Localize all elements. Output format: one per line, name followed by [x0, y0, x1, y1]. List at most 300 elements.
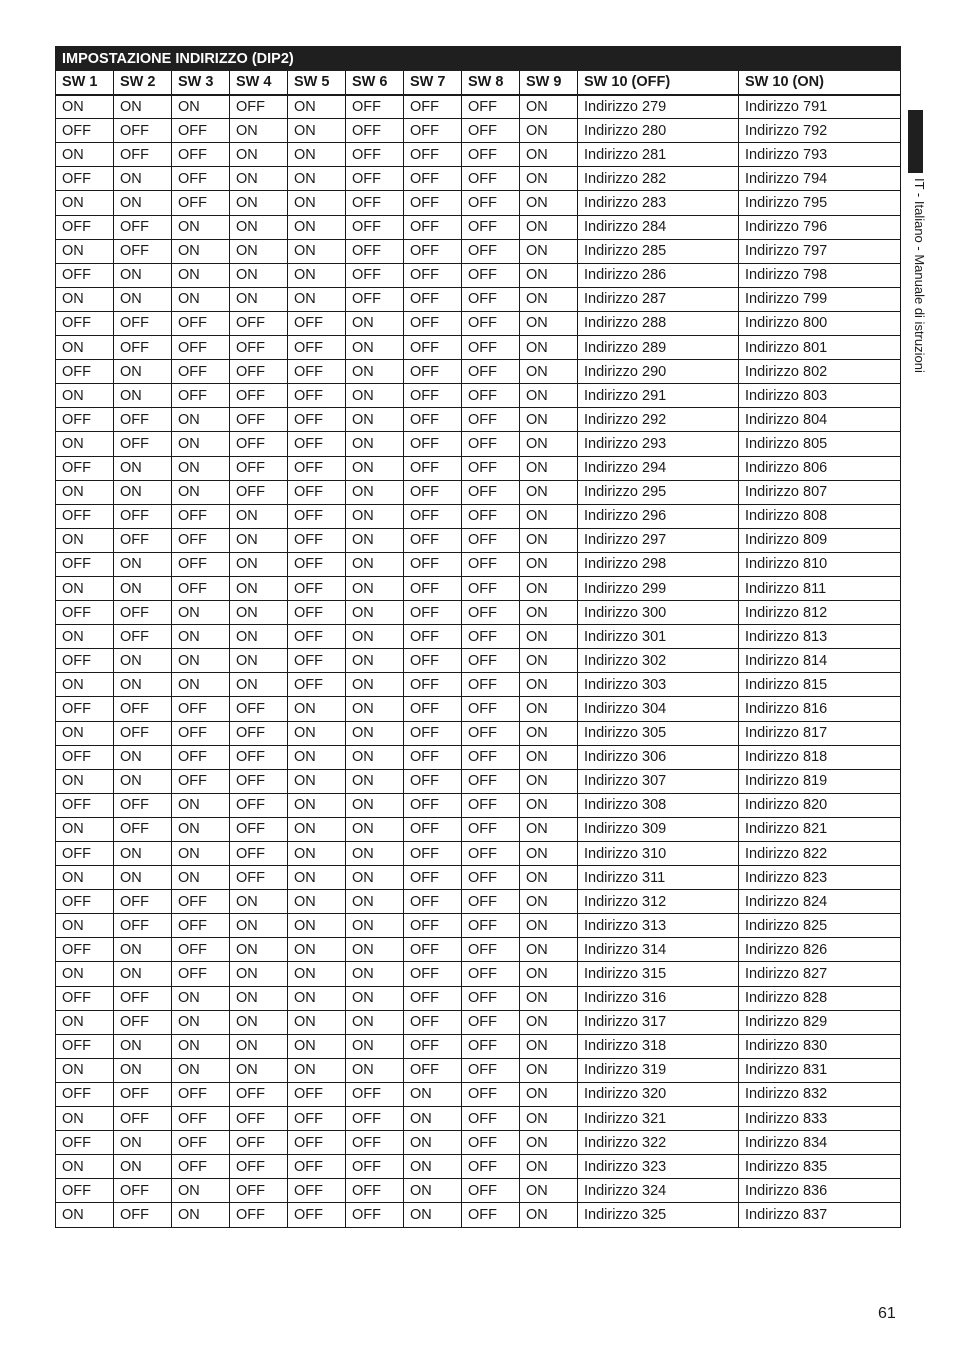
switch-state-cell: ON	[172, 1203, 230, 1227]
switch-state-cell: OFF	[462, 311, 520, 335]
switch-state-cell: OFF	[114, 408, 172, 432]
switch-state-cell: OFF	[288, 408, 346, 432]
switch-state-cell: ON	[520, 552, 578, 576]
address-cell: Indirizzo 803	[739, 384, 901, 408]
switch-state-cell: OFF	[346, 215, 404, 239]
switch-state-cell: ON	[520, 1082, 578, 1106]
switch-state-cell: ON	[520, 890, 578, 914]
switch-state-cell: OFF	[114, 914, 172, 938]
table-row	[56, 1155, 901, 1179]
address-cell: Indirizzo 305	[578, 721, 739, 745]
switch-state-cell: OFF	[404, 938, 462, 962]
switch-state-cell: OFF	[56, 263, 114, 287]
switch-state-cell: ON	[520, 119, 578, 143]
address-cell: Indirizzo 287	[578, 287, 739, 311]
address-cell: Indirizzo 300	[578, 601, 739, 625]
address-cell: Indirizzo 292	[578, 408, 739, 432]
switch-state-cell: ON	[346, 769, 404, 793]
switch-state-cell: ON	[172, 866, 230, 890]
table-row	[56, 1131, 901, 1155]
table-row	[56, 408, 901, 432]
switch-state-cell: ON	[230, 962, 288, 986]
switch-state-cell: ON	[288, 842, 346, 866]
switch-state-cell: ON	[288, 890, 346, 914]
address-cell: Indirizzo 314	[578, 938, 739, 962]
switch-state-cell: OFF	[462, 191, 520, 215]
switch-state-cell: OFF	[404, 745, 462, 769]
switch-state-cell: OFF	[462, 745, 520, 769]
switch-state-cell: OFF	[56, 986, 114, 1010]
switch-state-cell: OFF	[462, 552, 520, 576]
switch-state-cell: ON	[346, 914, 404, 938]
switch-state-cell: ON	[230, 504, 288, 528]
switch-state-cell: OFF	[172, 384, 230, 408]
switch-state-cell: OFF	[462, 721, 520, 745]
switch-state-cell: ON	[520, 239, 578, 263]
switch-state-cell: OFF	[346, 143, 404, 167]
switch-state-cell: ON	[114, 866, 172, 890]
switch-state-cell: OFF	[56, 215, 114, 239]
switch-state-cell: ON	[114, 263, 172, 287]
switch-state-cell: OFF	[230, 311, 288, 335]
switch-state-cell: OFF	[288, 552, 346, 576]
switch-state-cell: ON	[346, 649, 404, 673]
switch-state-cell: OFF	[288, 576, 346, 600]
table-row	[56, 287, 901, 311]
switch-state-cell: OFF	[172, 119, 230, 143]
switch-state-cell: ON	[520, 1107, 578, 1131]
address-cell: Indirizzo 323	[578, 1155, 739, 1179]
switch-state-cell: ON	[172, 986, 230, 1010]
switch-state-cell: OFF	[172, 504, 230, 528]
table-row	[56, 528, 901, 552]
address-cell: Indirizzo 798	[739, 263, 901, 287]
switch-state-cell: OFF	[404, 866, 462, 890]
switch-state-cell: OFF	[114, 721, 172, 745]
address-cell: Indirizzo 833	[739, 1107, 901, 1131]
switch-state-cell: ON	[114, 745, 172, 769]
switch-state-cell: ON	[172, 480, 230, 504]
switch-state-cell: ON	[114, 384, 172, 408]
switch-state-cell: OFF	[462, 167, 520, 191]
address-cell: Indirizzo 293	[578, 432, 739, 456]
address-cell: Indirizzo 835	[739, 1155, 901, 1179]
table-row	[56, 239, 901, 263]
switch-state-cell: OFF	[462, 287, 520, 311]
switch-state-cell: OFF	[346, 95, 404, 119]
address-cell: Indirizzo 280	[578, 119, 739, 143]
switch-state-cell: OFF	[404, 191, 462, 215]
switch-state-cell: OFF	[462, 1010, 520, 1034]
switch-state-cell: ON	[114, 769, 172, 793]
switch-state-cell: OFF	[462, 649, 520, 673]
switch-state-cell: ON	[56, 962, 114, 986]
switch-state-cell: OFF	[404, 504, 462, 528]
switch-state-cell: OFF	[346, 263, 404, 287]
switch-state-cell: ON	[56, 625, 114, 649]
switch-state-cell: OFF	[404, 673, 462, 697]
switch-state-cell: OFF	[114, 336, 172, 360]
switch-state-cell: OFF	[172, 1082, 230, 1106]
switch-state-cell: OFF	[56, 938, 114, 962]
address-cell: Indirizzo 322	[578, 1131, 739, 1155]
column-header: SW 6	[346, 71, 404, 95]
switch-state-cell: OFF	[230, 842, 288, 866]
address-cell: Indirizzo 319	[578, 1058, 739, 1082]
switch-state-cell: OFF	[288, 456, 346, 480]
address-cell: Indirizzo 807	[739, 480, 901, 504]
table-row	[56, 552, 901, 576]
switch-state-cell: ON	[404, 1131, 462, 1155]
address-cell: Indirizzo 825	[739, 914, 901, 938]
switch-state-cell: OFF	[56, 793, 114, 817]
switch-state-cell: OFF	[404, 986, 462, 1010]
address-cell: Indirizzo 320	[578, 1082, 739, 1106]
switch-state-cell: OFF	[56, 697, 114, 721]
switch-state-cell: OFF	[462, 95, 520, 119]
switch-state-cell: ON	[520, 191, 578, 215]
switch-state-cell: OFF	[172, 962, 230, 986]
switch-state-cell: OFF	[230, 817, 288, 841]
switch-state-cell: ON	[56, 866, 114, 890]
table-row	[56, 793, 901, 817]
address-cell: Indirizzo 792	[739, 119, 901, 143]
switch-state-cell: OFF	[462, 625, 520, 649]
switch-state-cell: OFF	[462, 263, 520, 287]
switch-state-cell: OFF	[230, 1155, 288, 1179]
switch-state-cell: OFF	[462, 239, 520, 263]
switch-state-cell: ON	[114, 842, 172, 866]
address-cell: Indirizzo 822	[739, 842, 901, 866]
address-cell: Indirizzo 794	[739, 167, 901, 191]
address-cell: Indirizzo 303	[578, 673, 739, 697]
switch-state-cell: OFF	[172, 769, 230, 793]
switch-state-cell: ON	[288, 95, 346, 119]
switch-state-cell: OFF	[404, 263, 462, 287]
address-cell: Indirizzo 796	[739, 215, 901, 239]
switch-state-cell: OFF	[56, 649, 114, 673]
switch-state-cell: OFF	[462, 842, 520, 866]
column-header: SW 7	[404, 71, 462, 95]
switch-state-cell: OFF	[462, 962, 520, 986]
switch-state-cell: ON	[346, 866, 404, 890]
address-cell: Indirizzo 311	[578, 866, 739, 890]
switch-state-cell: OFF	[462, 360, 520, 384]
address-cell: Indirizzo 805	[739, 432, 901, 456]
switch-state-cell: ON	[230, 143, 288, 167]
switch-state-cell: OFF	[288, 360, 346, 384]
switch-state-cell: ON	[114, 962, 172, 986]
switch-state-cell: ON	[520, 143, 578, 167]
switch-state-cell: OFF	[462, 1107, 520, 1131]
switch-state-cell: ON	[230, 673, 288, 697]
switch-state-cell: ON	[346, 1058, 404, 1082]
switch-state-cell: OFF	[346, 191, 404, 215]
switch-state-cell: ON	[114, 287, 172, 311]
switch-state-cell: ON	[288, 817, 346, 841]
switch-state-cell: OFF	[288, 1082, 346, 1106]
switch-state-cell: OFF	[288, 432, 346, 456]
address-cell: Indirizzo 312	[578, 890, 739, 914]
switch-state-cell: ON	[230, 1034, 288, 1058]
column-header: SW 2	[114, 71, 172, 95]
switch-state-cell: OFF	[346, 1155, 404, 1179]
switch-state-cell: OFF	[56, 360, 114, 384]
switch-state-cell: OFF	[114, 817, 172, 841]
address-cell: Indirizzo 307	[578, 769, 739, 793]
switch-state-cell: OFF	[346, 239, 404, 263]
address-cell: Indirizzo 824	[739, 890, 901, 914]
switch-state-cell: ON	[230, 552, 288, 576]
address-cell: Indirizzo 829	[739, 1010, 901, 1034]
switch-state-cell: ON	[56, 1107, 114, 1131]
address-cell: Indirizzo 299	[578, 576, 739, 600]
switch-state-cell: OFF	[114, 119, 172, 143]
switch-state-cell: OFF	[404, 215, 462, 239]
switch-state-cell: OFF	[114, 1010, 172, 1034]
table-row	[56, 697, 901, 721]
switch-state-cell: OFF	[56, 1082, 114, 1106]
switch-state-cell: OFF	[56, 119, 114, 143]
switch-state-cell: OFF	[230, 769, 288, 793]
switch-state-cell: ON	[520, 311, 578, 335]
switch-state-cell: OFF	[56, 601, 114, 625]
switch-state-cell: ON	[404, 1082, 462, 1106]
switch-state-cell: OFF	[462, 119, 520, 143]
switch-state-cell: ON	[346, 504, 404, 528]
switch-state-cell: OFF	[288, 480, 346, 504]
switch-state-cell: ON	[346, 311, 404, 335]
switch-state-cell: ON	[520, 456, 578, 480]
address-cell: Indirizzo 820	[739, 793, 901, 817]
switch-state-cell: OFF	[114, 528, 172, 552]
switch-state-cell: ON	[230, 287, 288, 311]
switch-state-cell: OFF	[404, 1010, 462, 1034]
column-header: SW 8	[462, 71, 520, 95]
switch-state-cell: ON	[520, 384, 578, 408]
address-cell: Indirizzo 797	[739, 239, 901, 263]
switch-state-cell: ON	[172, 432, 230, 456]
address-cell: Indirizzo 325	[578, 1203, 739, 1227]
address-cell: Indirizzo 298	[578, 552, 739, 576]
switch-state-cell: OFF	[404, 601, 462, 625]
switch-state-cell: ON	[520, 962, 578, 986]
switch-state-cell: ON	[346, 745, 404, 769]
table-row	[56, 1203, 901, 1227]
switch-state-cell: ON	[288, 938, 346, 962]
switch-state-cell: ON	[404, 1155, 462, 1179]
address-cell: Indirizzo 811	[739, 576, 901, 600]
switch-state-cell: OFF	[230, 1131, 288, 1155]
switch-state-cell: OFF	[346, 287, 404, 311]
table-row	[56, 673, 901, 697]
switch-state-cell: OFF	[404, 697, 462, 721]
switch-state-cell: ON	[520, 1155, 578, 1179]
address-cell: Indirizzo 831	[739, 1058, 901, 1082]
switch-state-cell: OFF	[172, 311, 230, 335]
switch-state-cell: OFF	[230, 745, 288, 769]
table-row	[56, 1179, 901, 1203]
switch-state-cell: ON	[404, 1107, 462, 1131]
switch-state-cell: ON	[520, 95, 578, 119]
switch-state-cell: ON	[56, 480, 114, 504]
address-cell: Indirizzo 814	[739, 649, 901, 673]
switch-state-cell: OFF	[462, 528, 520, 552]
switch-state-cell: OFF	[288, 1203, 346, 1227]
switch-state-cell: ON	[520, 432, 578, 456]
switch-state-cell: OFF	[172, 167, 230, 191]
switch-state-cell: OFF	[462, 504, 520, 528]
switch-state-cell: ON	[230, 1058, 288, 1082]
switch-state-cell: ON	[172, 793, 230, 817]
switch-state-cell: ON	[172, 95, 230, 119]
switch-state-cell: OFF	[462, 793, 520, 817]
switch-state-cell: OFF	[404, 649, 462, 673]
switch-state-cell: OFF	[172, 336, 230, 360]
address-cell: Indirizzo 836	[739, 1179, 901, 1203]
switch-state-cell: ON	[172, 817, 230, 841]
table-row	[56, 938, 901, 962]
switch-state-cell: OFF	[56, 890, 114, 914]
switch-state-cell: OFF	[56, 842, 114, 866]
switch-state-cell: ON	[288, 721, 346, 745]
switch-state-cell: ON	[346, 552, 404, 576]
switch-state-cell: OFF	[404, 119, 462, 143]
switch-state-cell: ON	[114, 1034, 172, 1058]
switch-state-cell: OFF	[114, 1179, 172, 1203]
table-row	[56, 191, 901, 215]
switch-state-cell: OFF	[462, 914, 520, 938]
switch-state-cell: ON	[520, 842, 578, 866]
switch-state-cell: OFF	[288, 504, 346, 528]
switch-state-cell: ON	[520, 745, 578, 769]
address-cell: Indirizzo 296	[578, 504, 739, 528]
switch-state-cell: OFF	[172, 191, 230, 215]
address-cell: Indirizzo 315	[578, 962, 739, 986]
switch-state-cell: ON	[172, 287, 230, 311]
switch-state-cell: OFF	[404, 769, 462, 793]
address-cell: Indirizzo 828	[739, 986, 901, 1010]
switch-state-cell: ON	[520, 263, 578, 287]
switch-state-cell: ON	[56, 432, 114, 456]
switch-state-cell: ON	[520, 215, 578, 239]
switch-state-cell: ON	[230, 239, 288, 263]
address-cell: Indirizzo 316	[578, 986, 739, 1010]
switch-state-cell: ON	[230, 890, 288, 914]
switch-state-cell: ON	[114, 552, 172, 576]
switch-state-cell: OFF	[404, 311, 462, 335]
switch-state-cell: ON	[114, 191, 172, 215]
switch-state-cell: ON	[114, 360, 172, 384]
switch-state-cell: OFF	[230, 360, 288, 384]
switch-state-cell: OFF	[230, 1082, 288, 1106]
switch-state-cell: OFF	[404, 625, 462, 649]
switch-state-cell: ON	[520, 167, 578, 191]
switch-state-cell: OFF	[346, 1107, 404, 1131]
switch-state-cell: OFF	[462, 817, 520, 841]
switch-state-cell: ON	[56, 143, 114, 167]
switch-state-cell: ON	[56, 287, 114, 311]
address-cell: Indirizzo 289	[578, 336, 739, 360]
switch-state-cell: OFF	[346, 1082, 404, 1106]
table-row	[56, 1058, 901, 1082]
switch-state-cell: OFF	[404, 384, 462, 408]
table-row	[56, 649, 901, 673]
switch-state-cell: ON	[230, 263, 288, 287]
switch-state-cell: ON	[346, 721, 404, 745]
switch-state-cell: ON	[288, 1034, 346, 1058]
switch-state-cell: ON	[114, 167, 172, 191]
switch-state-cell: OFF	[462, 456, 520, 480]
switch-state-cell: ON	[346, 673, 404, 697]
switch-state-cell: ON	[172, 408, 230, 432]
switch-state-cell: ON	[56, 1058, 114, 1082]
address-cell: Indirizzo 285	[578, 239, 739, 263]
switch-state-cell: OFF	[462, 408, 520, 432]
switch-state-cell: OFF	[114, 432, 172, 456]
switch-state-cell: ON	[520, 504, 578, 528]
switch-state-cell: OFF	[172, 914, 230, 938]
switch-state-cell: OFF	[172, 528, 230, 552]
switch-state-cell: OFF	[404, 817, 462, 841]
switch-state-cell: OFF	[404, 456, 462, 480]
switch-state-cell: OFF	[404, 408, 462, 432]
switch-state-cell: OFF	[230, 95, 288, 119]
table-title: IMPOSTAZIONE INDIRIZZO (DIP2)	[56, 47, 901, 71]
switch-state-cell: ON	[288, 986, 346, 1010]
switch-state-cell: OFF	[462, 1058, 520, 1082]
switch-state-cell: ON	[346, 625, 404, 649]
switch-state-cell: ON	[288, 239, 346, 263]
switch-state-cell: OFF	[230, 408, 288, 432]
switch-state-cell: ON	[288, 287, 346, 311]
column-header: SW 5	[288, 71, 346, 95]
address-cell: Indirizzo 282	[578, 167, 739, 191]
switch-state-cell: ON	[346, 697, 404, 721]
switch-state-cell: ON	[114, 938, 172, 962]
switch-state-cell: ON	[172, 625, 230, 649]
switch-state-cell: ON	[520, 480, 578, 504]
table-body	[56, 95, 901, 1227]
switch-state-cell: OFF	[462, 938, 520, 962]
switch-state-cell: OFF	[114, 215, 172, 239]
switch-state-cell: OFF	[230, 432, 288, 456]
switch-state-cell: ON	[520, 576, 578, 600]
switch-state-cell: ON	[520, 793, 578, 817]
switch-state-cell: ON	[56, 914, 114, 938]
switch-state-cell: ON	[56, 817, 114, 841]
switch-state-cell: ON	[288, 191, 346, 215]
address-cell: Indirizzo 313	[578, 914, 739, 938]
address-cell: Indirizzo 804	[739, 408, 901, 432]
switch-state-cell: OFF	[230, 1107, 288, 1131]
switch-state-cell: ON	[114, 1058, 172, 1082]
switch-state-cell: OFF	[288, 649, 346, 673]
switch-state-cell: OFF	[114, 1082, 172, 1106]
switch-state-cell: ON	[288, 962, 346, 986]
switch-state-cell: OFF	[56, 1179, 114, 1203]
switch-state-cell: ON	[172, 601, 230, 625]
address-cell: Indirizzo 286	[578, 263, 739, 287]
switch-state-cell: OFF	[462, 769, 520, 793]
switch-state-cell: ON	[346, 938, 404, 962]
switch-state-cell: OFF	[462, 697, 520, 721]
switch-state-cell: ON	[346, 817, 404, 841]
switch-state-cell: ON	[56, 769, 114, 793]
address-cell: Indirizzo 808	[739, 504, 901, 528]
switch-state-cell: OFF	[404, 432, 462, 456]
table-row	[56, 143, 901, 167]
